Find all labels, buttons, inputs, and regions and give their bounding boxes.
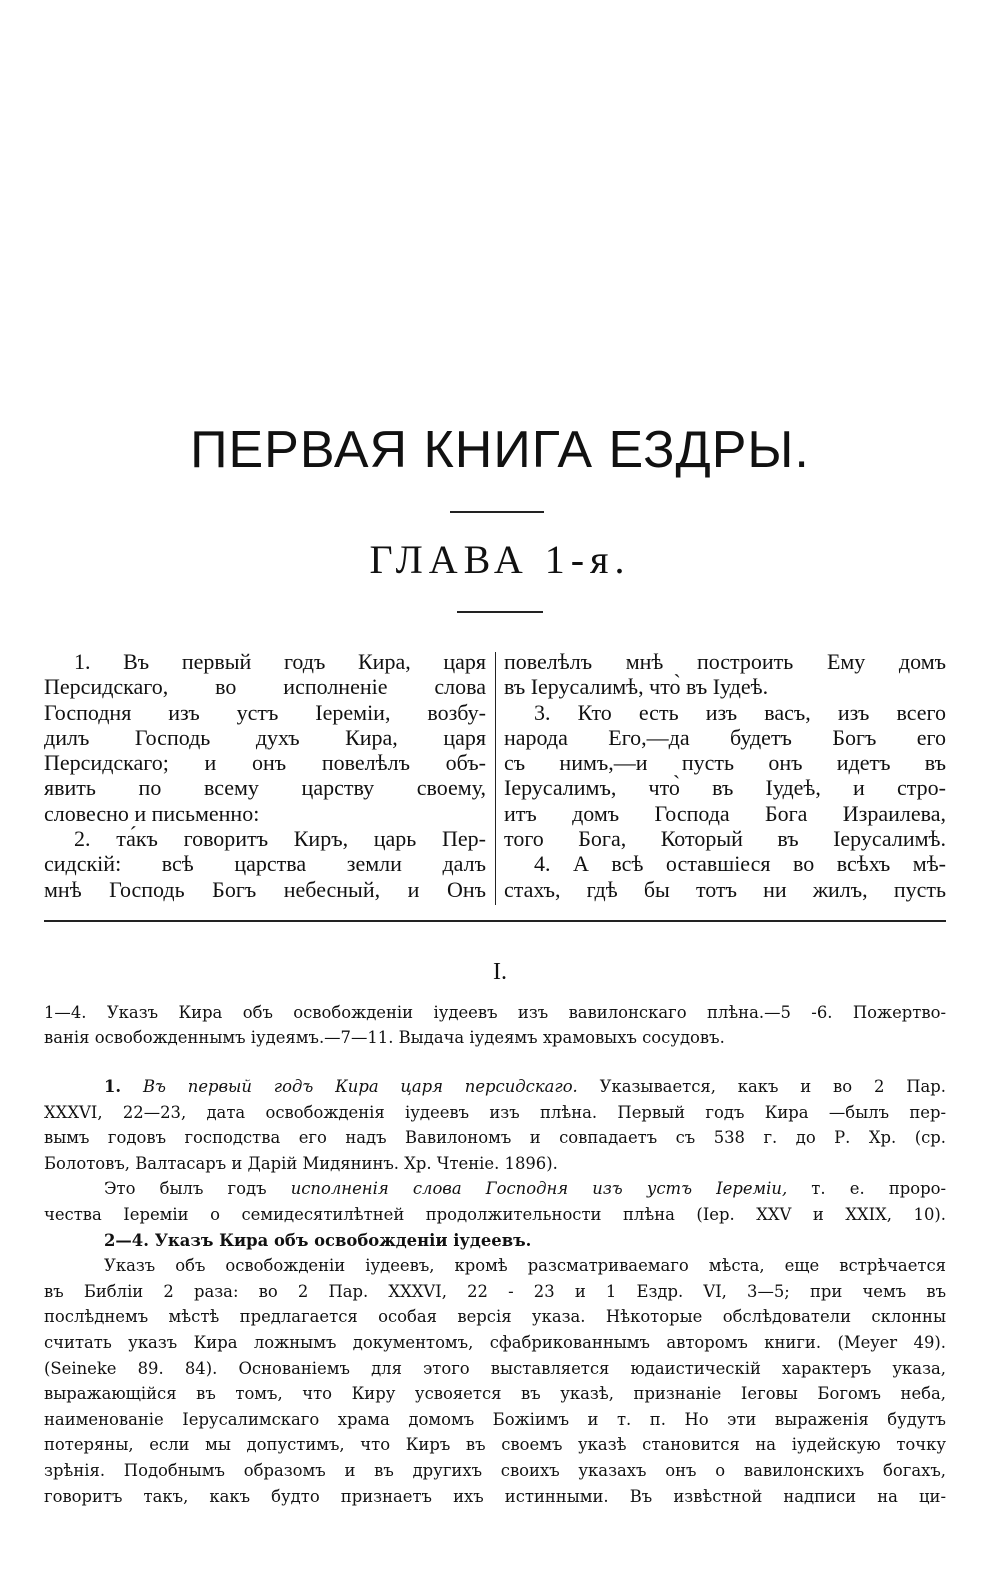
commentary-line: говоритъ такъ, какъ будто признаетъ ихъ истинными. Въ извѣстной надписи на ци-	[44, 1486, 946, 1506]
scripture-line: Персидскаго; и онъ повелѣлъ объ-	[44, 750, 486, 776]
scripture-column-left	[44, 649, 486, 902]
commentary-line: потеряны, если мы допустимъ, что Киръ въ своемъ указѣ становится на іудейскую точку	[44, 1435, 946, 1455]
text-commentary-divider	[44, 920, 946, 922]
verse-range-heading: 2—4. Указъ Кира объ освобожденіи іудеевъ.	[104, 1230, 532, 1250]
commentary-line: XXXVI, 22—23, дата освобожденія іудеевъ изъ плѣна. Первый годъ Кира —былъ пер-	[44, 1102, 946, 1122]
commentary-line: послѣднемъ мѣстѣ предлагается особая версія указа. Нѣкоторые обслѣдователи склонны	[44, 1307, 946, 1327]
commentary-line: наименованіе Іерусалимскаго храма домомъ Божіимъ и т. п. Но эти выраженія будутъ	[44, 1409, 946, 1429]
scripture-line: того Бога, Который въ Іерусалимѣ.	[504, 826, 946, 852]
scripture-line: сидскій: всѣ царства земли далъ	[44, 851, 486, 877]
commentary-line: зрѣнія. Подобнымъ образомъ и въ другихъ своихъ указахъ онъ о вавилонскихъ богахъ,	[44, 1460, 946, 1480]
scripture-line: народа Его,—да будетъ Богъ его	[504, 724, 946, 750]
scripture-line: мнѣ Господь Богъ небесный, и Онъ	[44, 876, 486, 902]
summary-line: 1—4. Указъ Кира объ освобожденіи іудеевъ изъ вавилонскаго плѣна.—5 -6. Пожертво-	[44, 1003, 946, 1022]
commentary-text: Это былъ годъ	[104, 1179, 291, 1199]
scripture-line: 1. Въ первый годъ Кира, царя	[74, 649, 486, 674]
chapter-divider	[457, 611, 543, 613]
commentary-line: вымъ годовъ господства его надъ Вавилономъ и совпадаетъ съ 538 г. до Р. Хр. (ср.	[44, 1128, 946, 1148]
scripture-line: Іерусалимъ, что̀ въ Іудеѣ, и стро-	[504, 775, 946, 801]
commentary-line	[44, 1074, 946, 1100]
title-divider	[450, 511, 544, 513]
scripture-column-right	[504, 649, 946, 902]
summary-line: ванія освобожденнымъ іудеямъ.—7—11. Выдача іудеямъ храмовыхъ сосудовъ.	[44, 1028, 725, 1047]
scripture-line: 2. та́къ говоритъ Киръ, царь Пер-	[74, 826, 486, 852]
lemma: Въ первый годъ Кира царя персидскаго.	[142, 1077, 578, 1096]
commentary-text: Указывается, какъ и во 2 Пар.	[577, 1077, 946, 1096]
scripture-line: итъ домъ Господа Бога Израилева,	[504, 800, 946, 826]
scripture-line: съ нимъ,—и пусть онъ идетъ въ	[504, 750, 946, 776]
commentary-line: Болотовъ, Валтасаръ и Дарій Мидянинъ. Хр. Чтеніе. 1896).	[44, 1153, 558, 1173]
scripture-line: стахъ, гдѣ бы тотъ ни жилъ, пусть	[504, 876, 946, 902]
scripture-line: въ Іерусалимѣ, что̀ въ Іудеѣ.	[504, 674, 769, 700]
commentary-line: Указъ объ освобожденіи іудеевъ, кромѣ разсматриваемаго мѣста, еще встрѣчается	[104, 1256, 946, 1276]
commentary-line: считать указъ Кира ложнымъ документомъ, сфабрикованнымъ авторомъ книги. (Meyer 49).	[44, 1332, 946, 1352]
book-title: ПЕРВАЯ КНИГА ЕЗДРЫ.	[190, 421, 810, 479]
commentary	[44, 1074, 946, 1509]
commentary-heading	[44, 1228, 946, 1254]
scripture-line: повелѣлъ мнѣ построить Ему домъ	[504, 649, 946, 674]
commentary-line: (Seineke 89. 84). Основаніемъ для этого выставляется юдаистическій характеръ указа,	[44, 1358, 946, 1378]
commentary-line	[44, 1176, 946, 1202]
lemma: исполненія слова Господня изъ устъ Іереміи,	[290, 1179, 788, 1199]
commentary-line: чества Іереміи о семидесятилѣтней продолжительности плѣна (Іер. XXV и XXIX, 10).	[44, 1204, 946, 1224]
verse-number: 1.	[104, 1077, 122, 1096]
commentary-line: выражающійся въ томъ, что Киру усвояется въ указѣ, признаніе Іеговы Богомъ неба,	[44, 1384, 946, 1404]
scripture-line: дилъ Господь духъ Кира, царя	[44, 724, 486, 750]
scripture-line: 4. А всѣ оставшіеся во всѣхъ мѣ-	[534, 851, 946, 877]
section-numeral: I.	[493, 959, 507, 985]
scripture-line: Господня изъ устъ Іереміи, возбу-	[44, 699, 486, 725]
scripture-line: явить по всему царству своему,	[44, 775, 486, 801]
scripture-line: словесно и письменно:	[44, 800, 260, 826]
commentary-text: т. е. проро-	[787, 1179, 946, 1199]
commentary-line: въ Библіи 2 раза: во 2 Пар. XXXVI, 22 - 23 и 1 Ездр. VI, 3—5; при чемъ въ	[44, 1281, 946, 1301]
chapter-heading: ГЛАВА 1-я.	[369, 537, 631, 582]
column-divider	[495, 652, 496, 905]
scripture-line: 3. Кто есть изъ васъ, изъ всего	[534, 699, 946, 725]
scripture-line: Персидскаго, во исполненіе слова	[44, 674, 486, 700]
section-summary	[44, 1000, 946, 1050]
